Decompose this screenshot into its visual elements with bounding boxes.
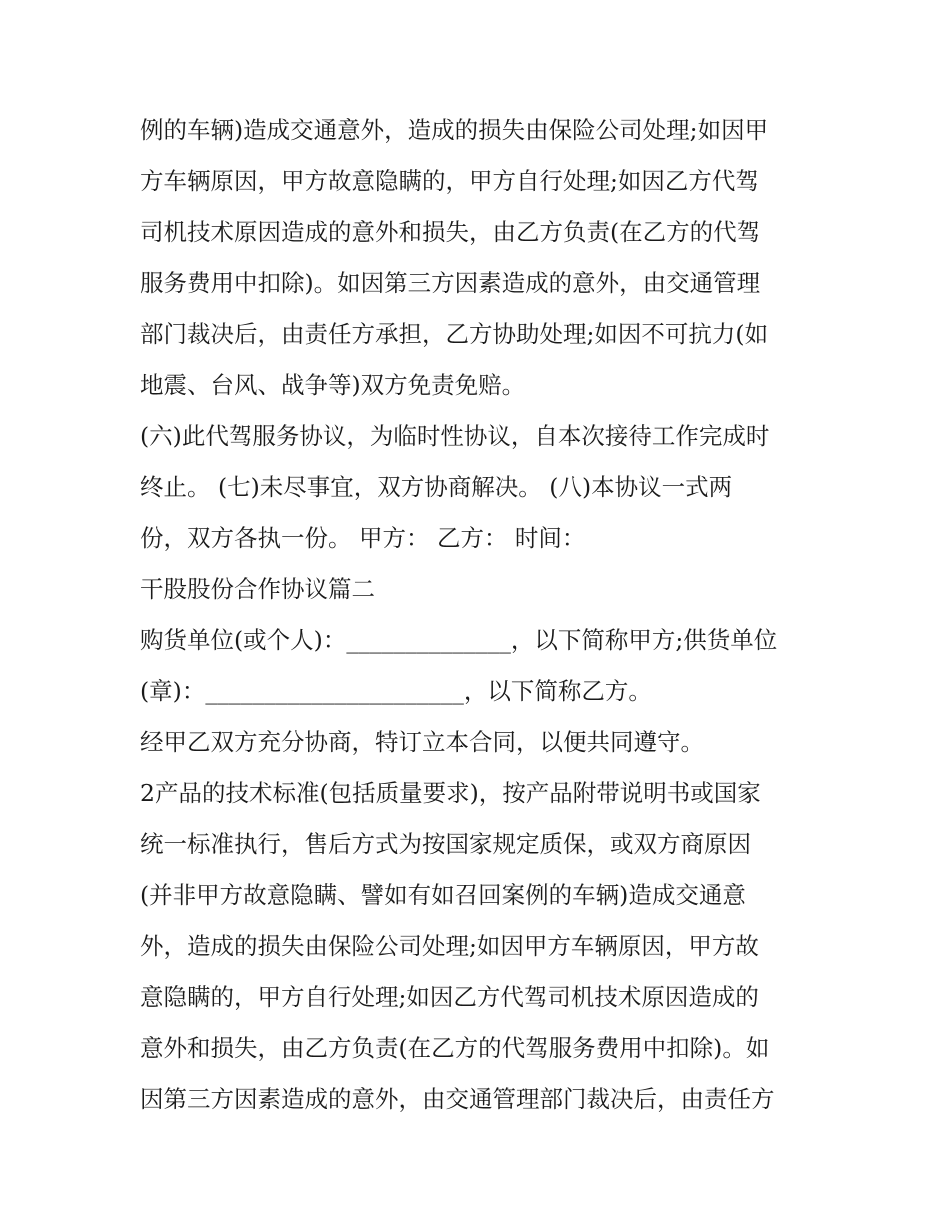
- text-line: 部门裁决后，由责任方承担，乙方协助处理;如因不可抗力(如: [140, 320, 769, 348]
- text-line: 统一标准执行，售后方式为按国家规定质保，或双方商原因: [140, 830, 751, 858]
- text-line: 经甲乙双方充分协商，特订立本合同，以便共同遵守。: [140, 728, 704, 756]
- text-line: 地震、台风、战争等)双方免责免赔。: [140, 371, 526, 399]
- text-line: 司机技术原因造成的意外和损失，由乙方负责(在乙方的代驾: [140, 218, 761, 246]
- text-line: (六)此代驾服务协议，为临时性协议，自本次接待工作完成时: [140, 422, 770, 450]
- text-line: (章)：______________________，以下简称乙方。: [140, 677, 652, 705]
- text-line: 份，双方各执一份。 甲方： 乙方： 时间：: [140, 524, 586, 552]
- document-body: [140, 110, 820, 1130]
- text-line: 终止。 (七)未尽事宜，双方协商解决。 (八)本协议一式两: [140, 473, 733, 501]
- text-line: 例的车辆)造成交通意外，造成的损失由保险公司处理;如因甲: [140, 116, 769, 144]
- text-line: 2产品的技术标准(包括质量要求)，按产品附带说明书或国家: [140, 779, 761, 807]
- text-line: 意外和损失，由乙方负责(在乙方的代驾服务费用中扣除)。如: [140, 1034, 770, 1062]
- text-line: (并非甲方故意隐瞒、譬如有如召回案例的车辆)造成交通意: [140, 881, 746, 909]
- text-line: 方车辆原因，甲方故意隐瞒的，甲方自行处理;如因乙方代驾: [140, 167, 759, 195]
- text-line: 外，造成的损失由保险公司处理;如因甲方车辆原因，甲方故: [140, 932, 759, 960]
- section-heading: 干股股份合作协议篇二: [140, 575, 375, 603]
- text-line: 因第三方因素造成的意外，由交通管理部门裁决后，由责任方: [140, 1085, 775, 1113]
- text-line: 服务费用中扣除)。如因第三方因素造成的意外，由交通管理: [140, 269, 761, 297]
- text-line: 购货单位(或个人)：______________，以下简称甲方;供货单位: [140, 626, 778, 654]
- text-line: 意隐瞒的，甲方自行处理;如因乙方代驾司机技术原因造成的: [140, 983, 759, 1011]
